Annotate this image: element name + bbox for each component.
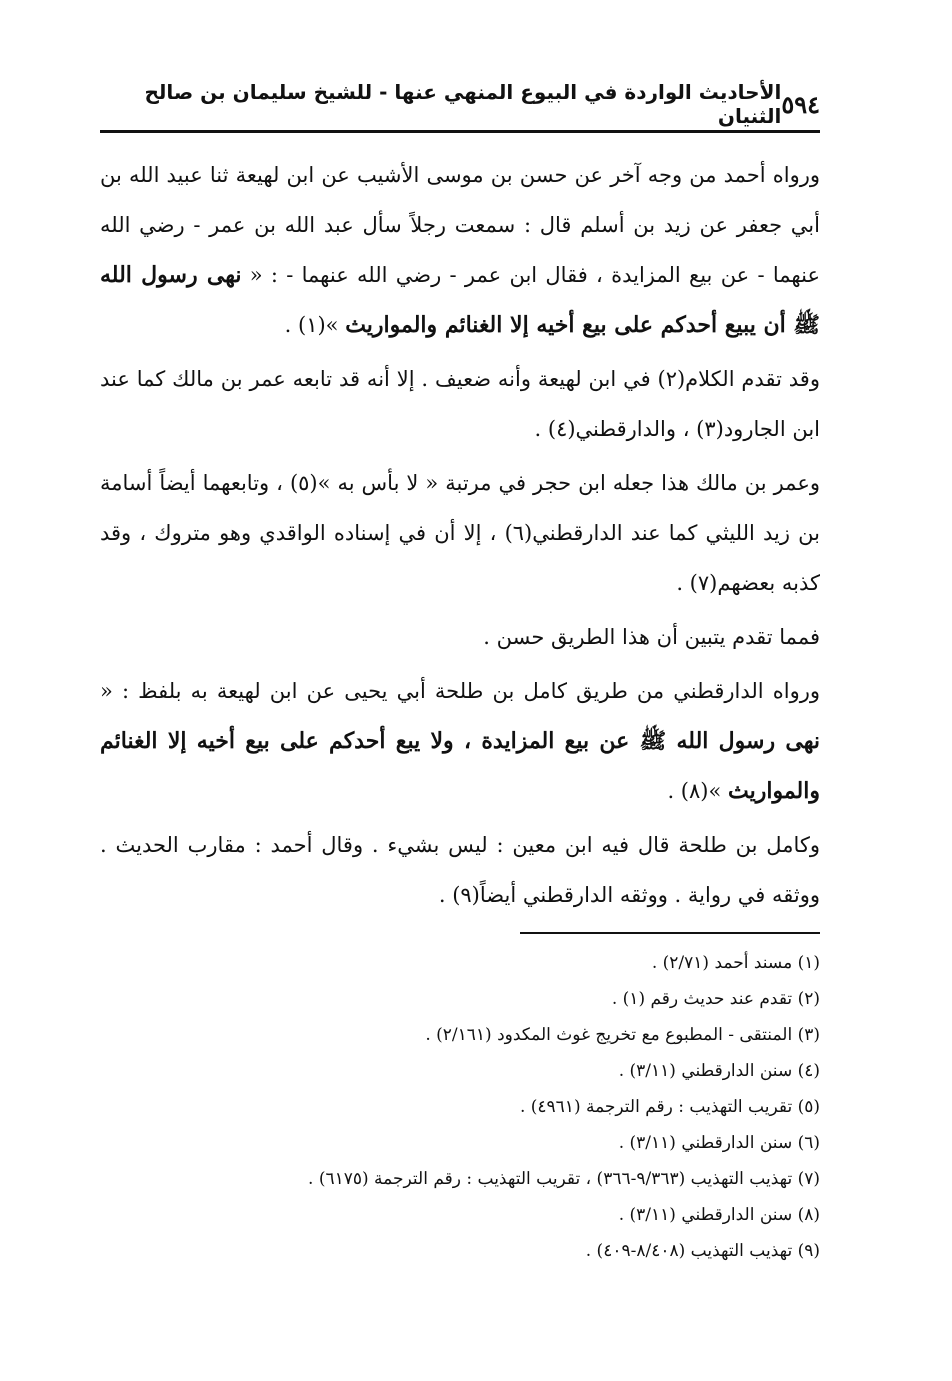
page-header [100, 80, 820, 128]
footnote: (٩) تهذيب التهذيب (٨/٤٠٨-٤٠٩) . [585, 1241, 820, 1261]
text-run: ورواه أحمد من وجه آخر عن حسن بن موسى الأشيب عن ابن لهيعة ثنا عبيد الله بن أبي جعفر عن زيد بن أسلم قال : سمعت رجلاً سأل عبد الله بن عمر - رضي الله عنهما - عن بيع المزايدة ، فقال ابن عمر - رضي الله عنهما - : « [100, 163, 820, 287]
text-run: »(٨) . [667, 779, 728, 803]
footnote: (٣) المنتقى - المطبوع مع تخريج غوث المكدود (٢/١٦١) . [425, 1025, 820, 1045]
paragraph [100, 666, 820, 816]
footnotes [100, 945, 820, 1269]
paragraph [100, 820, 820, 920]
footnote: (٥) تقريب التهذيب : رقم الترجمة (٤٩٦١) . [519, 1097, 820, 1117]
text-run: وعمر بن مالك هذا جعله ابن حجر في مرتبة « لا بأس به »(٥) ، وتابعهما أيضاً أسامة بن زيد الليثي كما عند الدارقطني(٦) ، إلا أن في إسناده الواقدي وهو متروك ، وقد كذبه بعضهم(٧) . [100, 471, 820, 595]
paragraph [100, 458, 820, 608]
running-title: الأحاديث الواردة في البيوع المنهي عنها - للشيخ سليمان بن صالح الثنيان [144, 80, 782, 128]
text-run: ورواه الدارقطني من طريق كامل بن طلحة أبي يحيى عن ابن لهيعة به بلفظ : « [100, 679, 820, 703]
main-text [100, 150, 820, 924]
text-run: وقد تقدم الكلام(٢) في ابن لهيعة وأنه ضعيف . إلا أنه قد تابعه عمر بن مالك كما عند ابن الجارود(٣) ، والدارقطني(٤) . [100, 367, 820, 441]
paragraph [100, 354, 820, 454]
hadith-quote: نهى رسول الله ﷺ أن يبيع أحدكم على بيع أخيه إلا الغنائم والمواريث [100, 262, 820, 338]
footnote: (٧) تهذيب التهذيب (٩/٣٦٣-٣٦٦) ، تقريب التهذيب : رقم الترجمة (٦١٧٥) . [308, 1169, 820, 1189]
footnote: (١) مسند أحمد (٢/٧١) . [651, 953, 820, 973]
footnote-rule [520, 932, 820, 934]
text-run: فمما تقدم يتبين أن هذا الطريق حسن . [483, 625, 820, 649]
footnote: (٢) تقدم عند حديث رقم (١) . [611, 989, 820, 1009]
paragraph [100, 150, 820, 350]
footnote: (٨) سنن الدارقطني (٣/١١) . [618, 1205, 820, 1225]
page-number: ٥٩٤ [781, 89, 820, 119]
paragraph [100, 612, 820, 662]
footnote: (٤) سنن الدارقطني (٣/١١) . [618, 1061, 820, 1081]
footnote: (٦) سنن الدارقطني (٣/١١) . [618, 1133, 820, 1153]
header-rule [100, 130, 820, 133]
text-run: »(١) . [284, 313, 346, 337]
hadith-quote: نهى رسول الله ﷺ عن بيع المزايدة ، ولا يبع أحدكم على بيع أخيه إلا الغنائم والمواريث [100, 728, 820, 804]
text-run: وكامل بن طلحة قال فيه ابن معين : ليس بشيء . وقال أحمد : مقارب الحديث . ووثقه في رواية . ووثقه الدارقطني أيضاً(٩) . [100, 833, 820, 907]
